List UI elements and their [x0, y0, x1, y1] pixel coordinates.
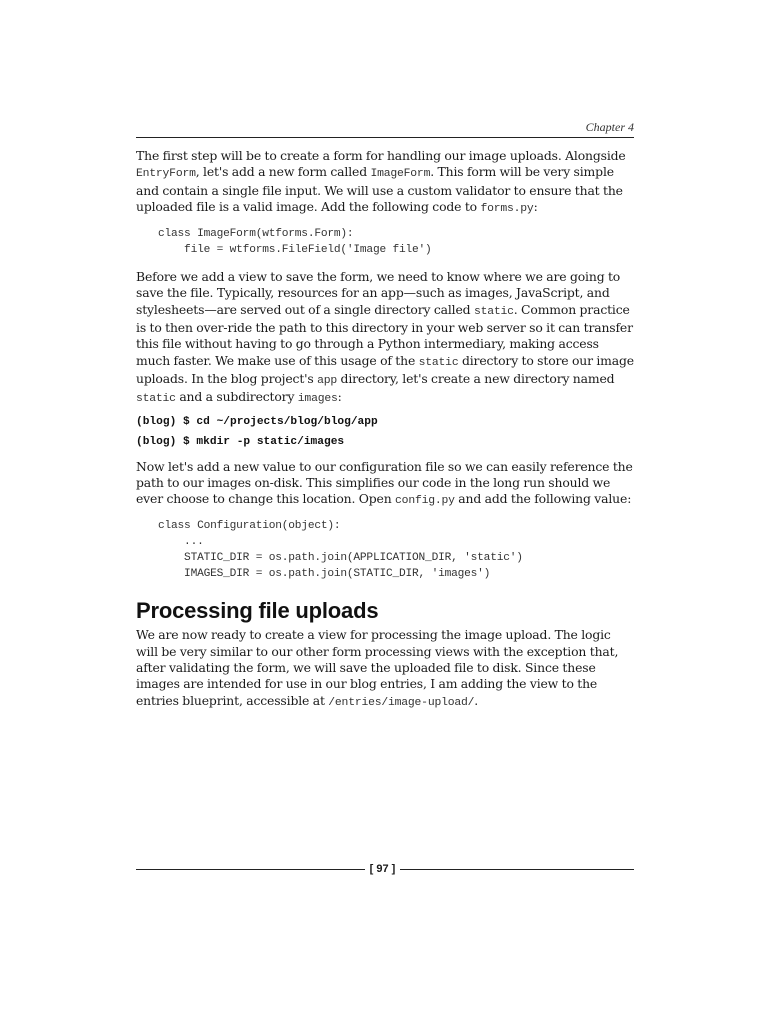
footer-rule-right: [400, 869, 634, 870]
code-block-imageform: class ImageForm(wtforms.Form): file = wtforms.FileField('Image file'): [158, 228, 432, 257]
command-line: (blog) $ mkdir -p static/images: [136, 435, 345, 448]
paragraph-form-intro: The first step will be to create a form for handling our image uploads. Alongside EntryForm, let's add a new form called ImageForm. This form will be very simple and contain a single file input. We will use a custom validator to ensure that the uploaded file is a valid image. Add the following code to forms.py:: [136, 148, 626, 215]
inline-code: config.py: [395, 495, 455, 508]
inline-code: EntryForm: [136, 168, 196, 181]
inline-code: images: [297, 393, 338, 406]
inline-code: /entries/image-upload/: [328, 696, 475, 709]
footer-rule-left: [136, 869, 365, 870]
paragraph-processing-uploads: We are now ready to create a view for processing the image upload. The logic will be very similar to our other form processing views with the exception that, after validating the form, we will save the uploaded file to disk. Since these images are intended for use in our blog entries, I am adding the view to the entries blueprint, accessible at /entries/image-upload/.: [136, 627, 619, 709]
paragraph-config: Now let's add a new value to our configuration file so we can easily reference the path to our images on-disk. This simplifies our code in the long run should we ever choose to change this location. Open config.py and add the following value:: [136, 458, 633, 508]
inline-code: static: [473, 305, 514, 318]
inline-code: static: [418, 356, 459, 369]
inline-code: app: [317, 374, 338, 387]
section-heading: Processing file uploads: [136, 598, 379, 624]
code-block-configuration: class Configuration(object): ... STATIC_DIR = os.path.join(APPLICATION_DIR, 'static') IMAGES_DIR = os.path.join(STATIC_DIR, 'images'): [158, 520, 523, 581]
page-number: [ 97 ]: [369, 863, 396, 875]
inline-code: forms.py: [480, 202, 534, 215]
inline-code: ImageForm: [370, 168, 431, 181]
header-rule: [136, 137, 634, 138]
command-block: [136, 412, 634, 452]
page-content: [136, 148, 634, 711]
paragraph-static-directory: Before we add a view to save the form, we need to know where we are going to save the file. Typically, resources for an app—such as images, JavaScript, and stylesheets—are served out of a single directory called static. Common practice is to then over-ride the path to this directory in your web server so it can transfer this file without having to go through a Python intermediary, making access much faster. We make use of this usage of the static directory to store our image uploads. In the blog project's app directory, let's create a new directory named static and a subdirectory images:: [136, 269, 634, 406]
page-footer: [136, 861, 634, 877]
running-head: Chapter 4: [585, 120, 634, 134]
inline-code: static: [136, 393, 176, 406]
book-page: [136, 0, 634, 1024]
command-line: (blog) $ cd ~/projects/blog/blog/app: [136, 415, 378, 428]
